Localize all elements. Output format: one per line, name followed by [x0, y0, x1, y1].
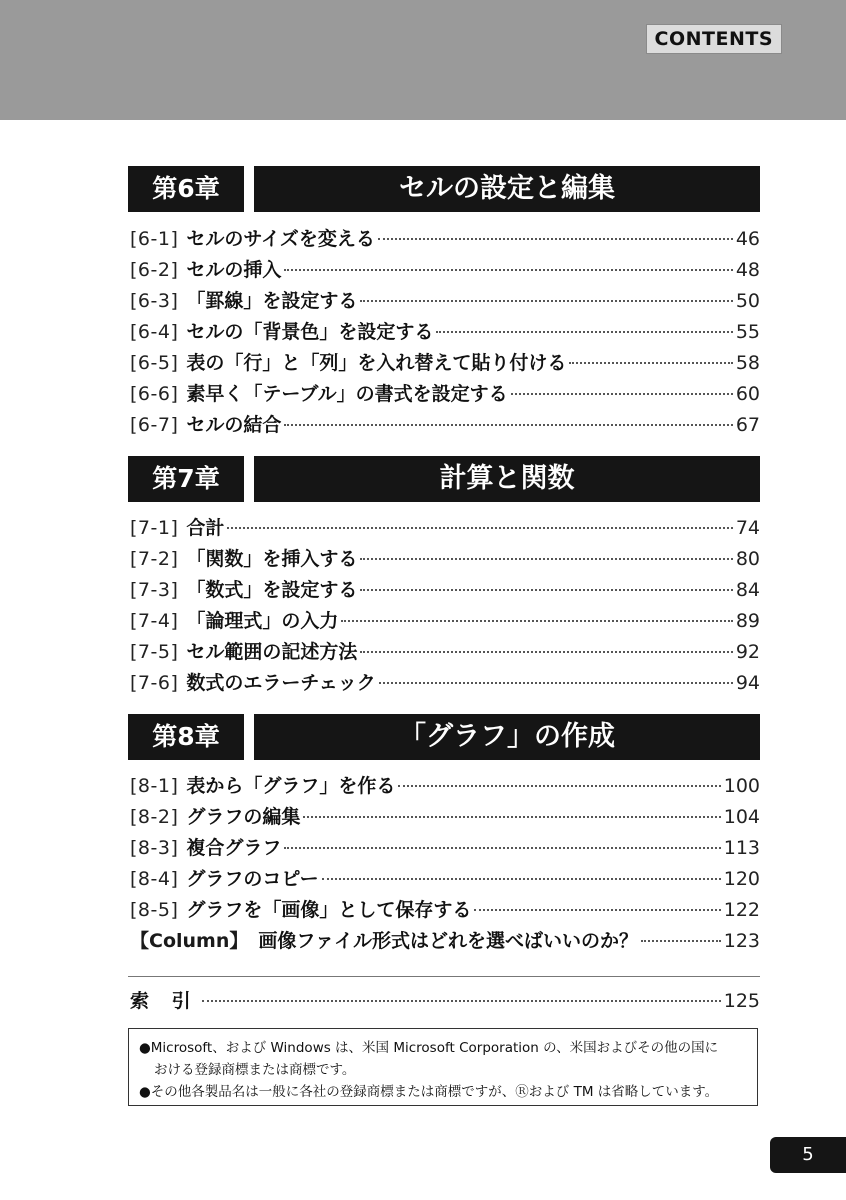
- toc-entry[interactable]: [130, 255, 760, 286]
- toc-entry[interactable]: [130, 864, 760, 895]
- trademark-notice: [128, 1028, 758, 1106]
- chapter-title: セルの設定と編集: [254, 166, 760, 212]
- leader-dots: [227, 526, 732, 529]
- toc-entry-title: セルの挿入: [186, 259, 282, 281]
- page-number: 5: [770, 1137, 846, 1173]
- toc-entry[interactable]: [130, 544, 760, 575]
- notice-line: ●その他各製品名は一般に各社の登録商標または商標ですが、Ⓡおよび TM は省略しています。: [139, 1084, 719, 1100]
- toc-entry-title: 「罫線」を設定する: [186, 290, 358, 312]
- toc-entry-title: 数式のエラーチェック: [186, 672, 376, 694]
- leader-dots: [569, 361, 732, 364]
- toc-entry-title: 複合グラフ: [186, 837, 282, 859]
- chapter-number: 第7章: [128, 456, 244, 502]
- toc-entry-page: 92: [735, 641, 760, 663]
- toc-entry-id: [8-1]: [130, 775, 179, 797]
- toc-entry-title: グラフの編集: [186, 806, 301, 828]
- leader-dots: [284, 423, 732, 426]
- toc-entry-page: 120: [723, 868, 760, 890]
- toc-entry-page: 46: [735, 228, 760, 250]
- toc-entry-id: [6-5]: [130, 352, 179, 374]
- toc-entry-id: [8-3]: [130, 837, 179, 859]
- toc-entry-id: [6-4]: [130, 321, 179, 343]
- index-entry[interactable]: [130, 986, 760, 1017]
- toc-entry-page: 122: [723, 899, 760, 921]
- leader-dots: [341, 619, 732, 622]
- chapter-8-heading: [128, 714, 760, 760]
- chapter-7-heading: [128, 456, 760, 502]
- chapter-8-toc: [130, 771, 760, 957]
- toc-entry-title: セルのサイズを変える: [186, 228, 375, 250]
- toc-entry-title: 表の「行」と「列」を入れ替えて貼り付ける: [186, 352, 567, 374]
- column-label: 【Column】: [130, 930, 249, 952]
- toc-entry-page: 55: [735, 321, 760, 343]
- leader-dots: [378, 237, 733, 240]
- toc-entry[interactable]: [130, 379, 760, 410]
- toc-entry-id: [8-2]: [130, 806, 179, 828]
- chapter-title: 計算と関数: [254, 456, 760, 502]
- toc-entry[interactable]: [130, 895, 760, 926]
- toc-entry-page: 104: [723, 806, 760, 828]
- toc-entry-id: [7-2]: [130, 548, 179, 570]
- toc-entry[interactable]: [130, 410, 760, 441]
- column-page: 123: [723, 930, 760, 952]
- toc-entry-title: 「関数」を挿入する: [186, 548, 358, 570]
- toc-entry[interactable]: [130, 771, 760, 802]
- toc-entry-title: 合計: [186, 517, 225, 539]
- toc-entry[interactable]: [130, 575, 760, 606]
- chapter-7-toc: [130, 513, 760, 699]
- chapter-6-heading: [128, 166, 760, 212]
- leader-dots: [202, 999, 721, 1002]
- leader-dots: [284, 268, 732, 271]
- chapter-6-toc: [130, 224, 760, 441]
- chapter-title: 「グラフ」の作成: [254, 714, 760, 760]
- toc-entry[interactable]: [130, 317, 760, 348]
- header-band: [0, 0, 846, 120]
- toc-entry-id: [7-3]: [130, 579, 179, 601]
- toc-entry-page: 48: [735, 259, 760, 281]
- toc-entry-title: 表から「グラフ」を作る: [186, 775, 396, 797]
- leader-dots: [474, 908, 720, 911]
- column-entry[interactable]: [130, 926, 760, 957]
- notice-line: ●Microsoft、および Windows は、米国 Microsoft Corporation の、米国およびその他の国に: [139, 1040, 719, 1056]
- toc-entry-page: 67: [735, 414, 760, 436]
- toc-entry-id: [6-1]: [130, 228, 179, 250]
- toc-entry-id: [8-5]: [130, 899, 179, 921]
- toc-entry[interactable]: [130, 286, 760, 317]
- toc-entry[interactable]: [130, 224, 760, 255]
- toc-entry-title: セルの「背景色」を設定する: [186, 321, 434, 343]
- toc-entry-page: 84: [735, 579, 760, 601]
- index-label: 索 引: [130, 990, 199, 1012]
- toc-entry[interactable]: [130, 606, 760, 637]
- toc-entry[interactable]: [130, 513, 760, 544]
- toc-entry-page: 74: [735, 517, 760, 539]
- toc-entry-title: 「論理式」の入力: [186, 610, 339, 632]
- chapter-number: 第6章: [128, 166, 244, 212]
- index-page: 125: [723, 990, 760, 1012]
- contents-badge: CONTENTS: [646, 24, 782, 54]
- toc-entry[interactable]: [130, 802, 760, 833]
- toc-entry-page: 100: [723, 775, 760, 797]
- leader-dots: [379, 681, 733, 684]
- toc-entry-title: 「数式」を設定する: [186, 579, 358, 601]
- leader-dots: [511, 392, 733, 395]
- leader-dots: [641, 939, 721, 942]
- toc-entry-page: 50: [735, 290, 760, 312]
- toc-entry-title: グラフのコピー: [186, 868, 319, 890]
- toc-entry-page: 113: [723, 837, 760, 859]
- toc-entry-id: [8-4]: [130, 868, 179, 890]
- toc-entry-id: [7-5]: [130, 641, 179, 663]
- leader-dots: [398, 784, 720, 787]
- toc-entry-page: 60: [735, 383, 760, 405]
- column-title: 画像ファイル形式はどれを選べばいいのか？: [258, 930, 638, 952]
- toc-entry-title: セルの結合: [186, 414, 282, 436]
- leader-dots: [360, 588, 732, 591]
- toc-entry-id: [7-1]: [130, 517, 179, 539]
- toc-entry-page: 58: [735, 352, 760, 374]
- toc-entry-title: グラフを「画像」として保存する: [186, 899, 472, 921]
- toc-entry-page: 94: [735, 672, 760, 694]
- toc-entry-title: セル範囲の記述方法: [186, 641, 358, 663]
- toc-entry-id: [7-6]: [130, 672, 179, 694]
- leader-dots: [303, 815, 720, 818]
- toc-entry[interactable]: [130, 637, 760, 668]
- divider-line: [128, 976, 760, 977]
- notice-line: おける登録商標または商標です。: [154, 1062, 356, 1078]
- toc-entry[interactable]: [130, 833, 760, 864]
- toc-entry[interactable]: [130, 348, 760, 379]
- leader-dots: [360, 557, 732, 560]
- toc-entry-id: [6-7]: [130, 414, 179, 436]
- leader-dots: [436, 330, 732, 333]
- toc-entry-id: [6-3]: [130, 290, 179, 312]
- chapter-number: 第8章: [128, 714, 244, 760]
- toc-entry-page: 80: [735, 548, 760, 570]
- toc-entry-page: 89: [735, 610, 760, 632]
- leader-dots: [360, 299, 732, 302]
- toc-entry-id: [7-4]: [130, 610, 179, 632]
- leader-dots: [284, 846, 720, 849]
- leader-dots: [322, 877, 721, 880]
- leader-dots: [360, 650, 732, 653]
- toc-entry-id: [6-2]: [130, 259, 179, 281]
- toc-entry[interactable]: [130, 668, 760, 699]
- toc-entry-title: 素早く「テーブル」の書式を設定する: [186, 383, 508, 405]
- toc-entry-id: [6-6]: [130, 383, 179, 405]
